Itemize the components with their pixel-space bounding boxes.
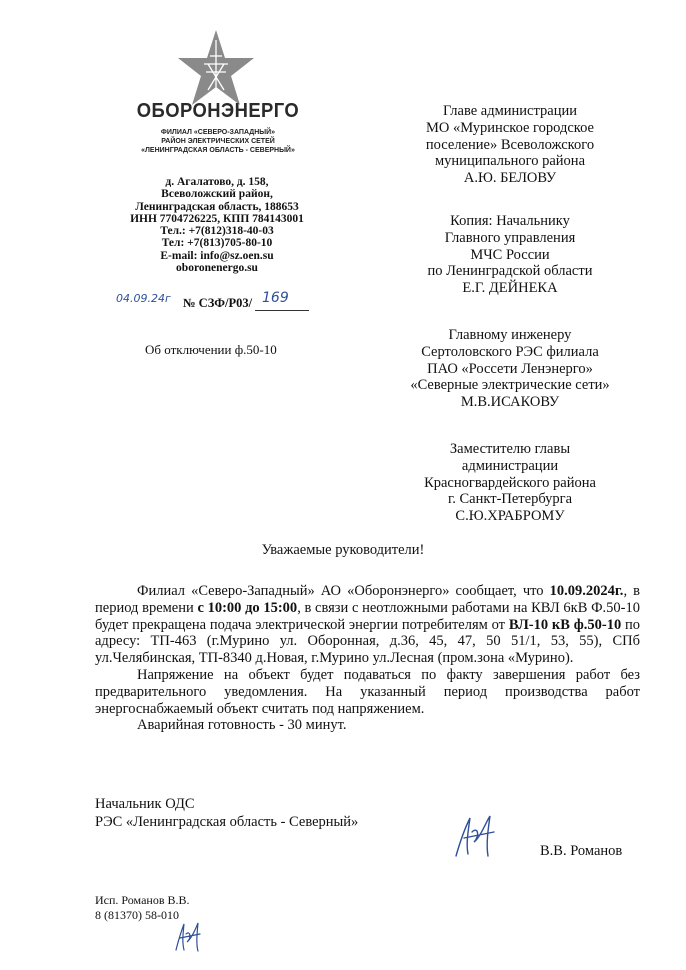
body-text: , в связи с неотложными работами на КВЛ 6кВ Ф.50-10 будет прекращена подача электрической энергии потребителям от — [95, 599, 640, 633]
region-name: «ЛЕНИНГРАДСКАЯ ОБЛАСТЬ - СЕВЕРНЫЙ» — [141, 147, 295, 154]
tax-id-line: ИНН 7704726225, КПП 784143001 — [130, 212, 304, 225]
addressee-line: администрации — [461, 457, 559, 474]
addressee-line: МО «Муринское городское — [426, 119, 594, 136]
addressee-name: Е.Г. ДЕЙНЕКА — [462, 280, 558, 297]
addressee-line: поселение» Всеволожского — [425, 136, 595, 153]
signatory-title-line: РЭС «Ленинградская область - Северный» — [95, 813, 359, 830]
addressee-block-3 — [390, 327, 630, 411]
brand-name: ОБОРОНЭНЕРГО — [136, 100, 300, 122]
email-line: E-mail: info@sz.oen.su — [160, 249, 274, 262]
addressee-line: Заместителю главы — [449, 441, 571, 457]
phone-line: Тел.: +7(812)318-40-03 — [160, 225, 274, 238]
address-line: д. Агалатово, д. 158, — [165, 176, 269, 188]
body-text: Филиал «Северо-Западный» АО «Оборонэнерго» сообщает, что — [137, 583, 550, 599]
signatory-title-line: Начальник ОДС — [95, 796, 195, 812]
body-text: , в период времени — [95, 583, 640, 616]
addressee-line: Главного управления — [444, 229, 576, 246]
addressee-name: А.Ю. БЕЛОВУ — [463, 170, 557, 187]
signatory-name: В.В. Романов — [540, 843, 623, 859]
addressee-name: М.В.ИСАКОВУ — [460, 394, 560, 411]
registration-number: 169 — [262, 290, 289, 306]
addressee-line: МЧС России — [470, 246, 550, 263]
letter-body — [95, 583, 640, 734]
sender-contacts — [112, 176, 322, 274]
addressee-line: «Северные электрические сети» — [410, 377, 610, 394]
addressee-line: Копия: Начальнику — [450, 213, 570, 229]
department-name: РАЙОН ЭЛЕКТРИЧЕСКИХ СЕТЕЙ — [161, 138, 275, 145]
phone-line: Тел: +7(813)705-80-10 — [161, 237, 273, 250]
addressee-line: по Ленинградской области — [427, 263, 593, 280]
body-paragraph-2: Напряжение на объект будет подаваться по факту завершения работ без предварительного уведомления. На указанный период производства работ энергоснабжаемый объект считать под напряжением. — [95, 666, 640, 717]
executor-name: Исп. Романов В.В. — [95, 893, 190, 907]
letter-subject: Об отключении ф.50-10 — [145, 342, 277, 357]
address-line: Всеволожский район, — [161, 188, 273, 201]
addressee-line: ПАО «Россети Ленэнерго» — [427, 360, 593, 377]
oboronenergo-star-logo — [176, 28, 256, 108]
addressee-block-1 — [390, 103, 630, 187]
addressee-line: г. Санкт-Петербурга — [447, 491, 573, 508]
addressee-line: Сертоловского РЭС филиала — [421, 343, 599, 360]
outage-time: с 10:00 до 15:00 — [197, 599, 298, 616]
registration-underline — [255, 310, 309, 311]
addressee-line: Главе администрации — [443, 103, 577, 119]
signatory-title — [95, 796, 358, 831]
executor-info — [95, 893, 190, 923]
outage-date: 10.09.2024г. — [549, 583, 624, 599]
body-paragraph-3: Аварийная готовность - 30 минут. — [137, 717, 347, 734]
addressee-block-2 — [390, 213, 630, 297]
greeting: Уважаемые руководители! — [261, 542, 425, 558]
body-paragraph-1 — [95, 583, 640, 667]
body-text: по адресу: ТП-463 (г.Мурино ул. Оборонная, д.36, 45, 47, 50 51/1, 53, 55), СПб ул.Челябинская, ТП-8340 д.Новая, г.Мурино ул.Лесная (пром.зона «Мурино). — [95, 616, 641, 667]
executor-initials-mark — [172, 920, 202, 954]
addressee-line: Красногвардейского района — [424, 474, 596, 491]
executor-phone: 8 (81370) 58-010 — [95, 908, 179, 922]
website-line: oboronenergo.su — [176, 262, 258, 275]
registration-prefix: № СЗФ/Р03/ — [183, 296, 253, 310]
branch-name: ФИЛИАЛ «СЕВЕРО-ЗАПАДНЫЙ» — [160, 129, 276, 136]
addressee-name: С.Ю.ХРАБРОМУ — [455, 508, 565, 525]
addressee-line: Главному инженеру — [448, 327, 572, 343]
handwritten-signature — [450, 812, 500, 860]
addressee-block-4 — [390, 441, 630, 525]
power-line-id: ВЛ-10 кВ ф.50-10 — [508, 616, 622, 633]
address-line: Ленинградская область, 188653 — [135, 200, 299, 213]
addressee-line: муниципального района — [435, 153, 585, 170]
registration-date: 04.09.24г — [116, 292, 171, 305]
